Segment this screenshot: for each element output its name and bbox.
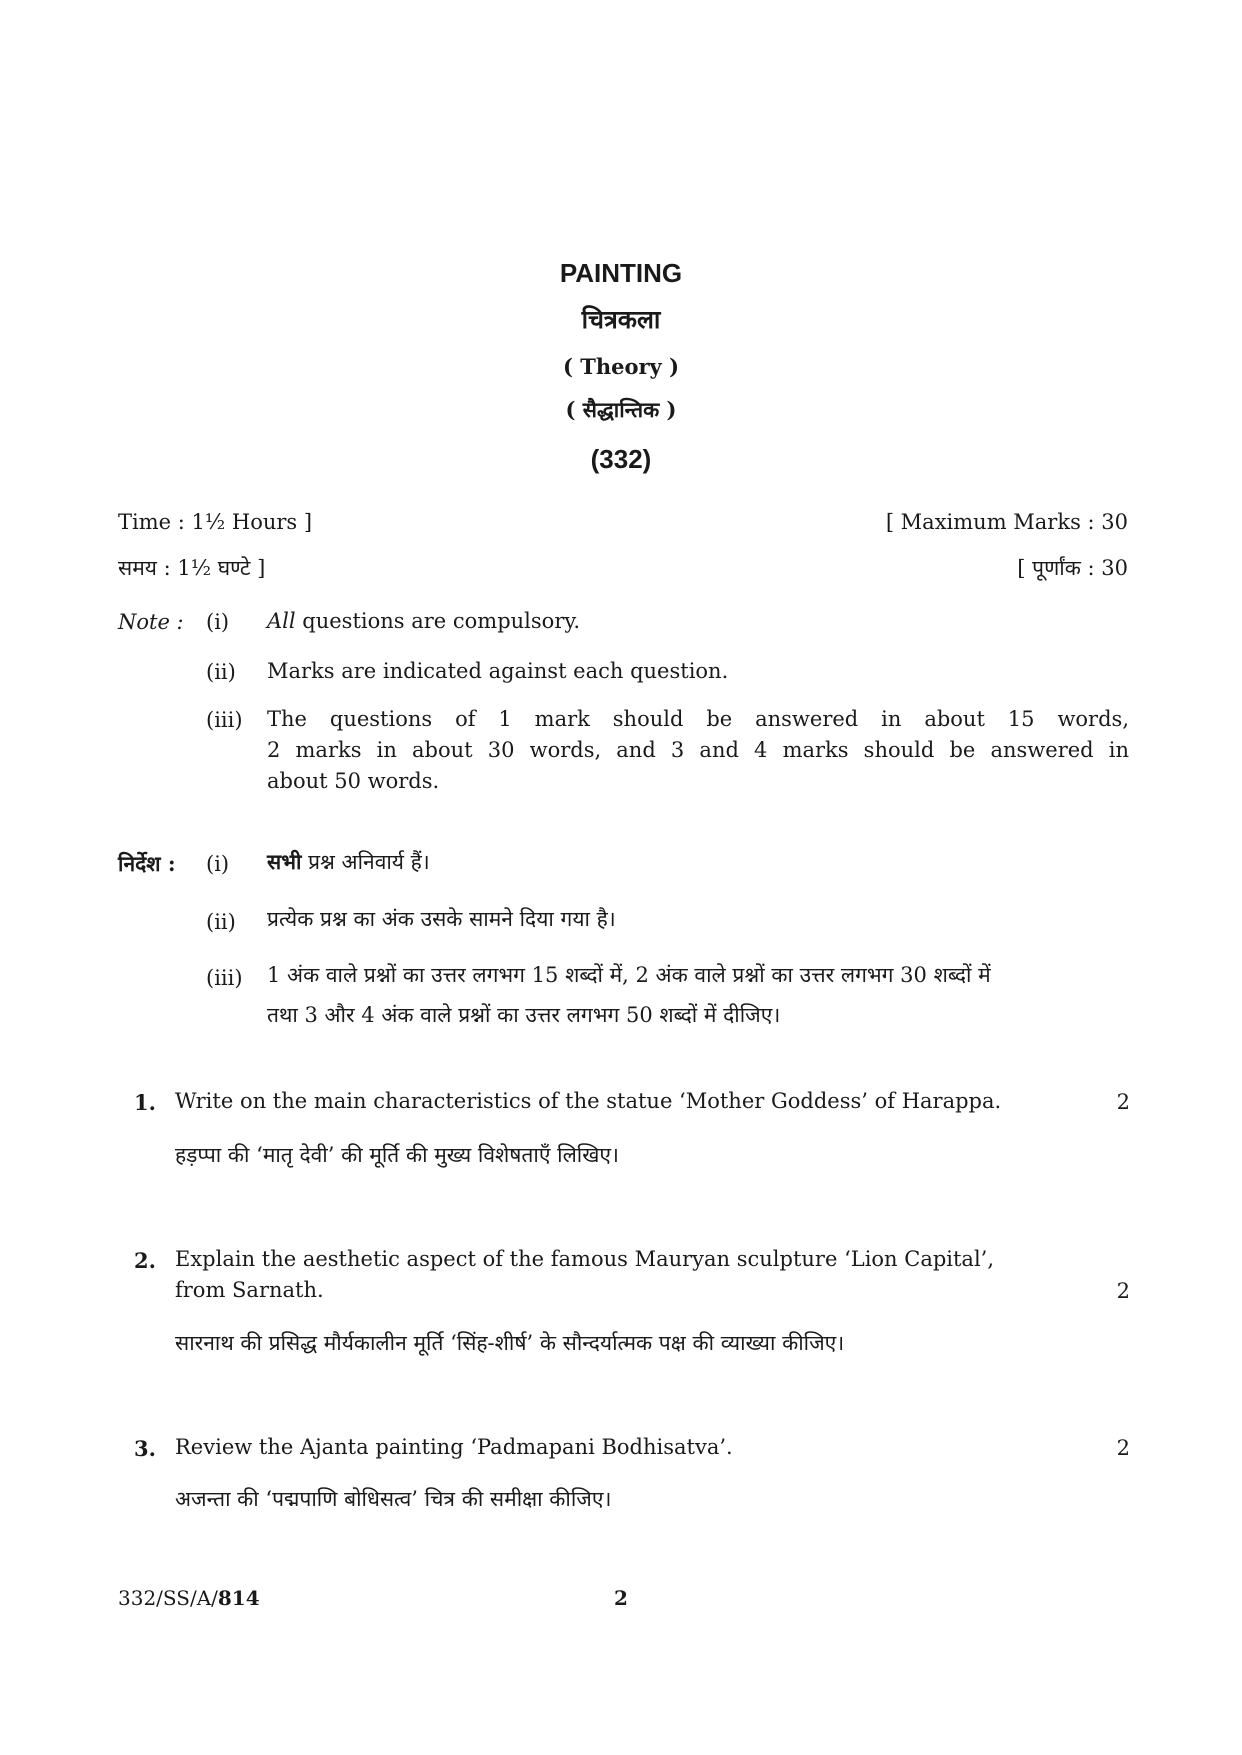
note-number: (ii) [206,910,236,934]
question-number: 3. [134,1436,156,1461]
note-item-line: The questions of 1 mark should be answered in about 15 words, [267,707,1129,731]
paper-code-number: 814 [217,1586,260,1610]
note-text: questions are compulsory. [295,609,581,633]
question-text: Review the Ajanta painting ‘Padmapani Bodhisatva’. [175,1435,733,1459]
question-text-hindi: अजन्ता की ‘पद्मपाणि बोधिसत्व’ चित्र की समीक्षा कीजिए। [175,1487,612,1511]
note-emphasis: सभी [267,849,302,874]
question-marks: 2 [1116,1090,1130,1114]
subject-code: (332) [590,444,652,474]
question-text-hindi: सारनाथ की प्रसिद्ध मौर्यकालीन मूर्ति ‘सिंह-शीर्ष’ के सौन्दर्यात्मक पक्ष की व्याख्या कीजिए। [175,1331,845,1355]
maximum-marks-hindi: [ पूर्णांक : 30 [1017,556,1128,580]
paper-code-prefix: 332/SS/A/ [118,1586,218,1610]
note-number: (ii) [206,660,236,684]
question-number: 1. [134,1090,156,1115]
note-emphasis: All [267,609,296,633]
note-item [267,606,1129,637]
note-item-line: तथा 3 और 4 अंक वाले प्रश्नों का उत्तर लगभग 50 शब्दों में दीजिए। [267,1003,781,1027]
paper-type: ( Theory ) [562,354,680,379]
question-text-hindi: हड़प्पा की ‘मातृ देवी’ की मूर्ति की मुख्य विशेषताएँ लिखिए। [175,1143,619,1167]
question-marks: 2 [1116,1279,1130,1303]
note-number: (i) [206,852,230,876]
note-item-hindi: प्रत्येक प्रश्न का अंक उसके सामने दिया गया है। [267,907,616,931]
note-label-hindi: निर्देश : [118,851,176,876]
subject-title-hindi: चित्रकला [581,305,661,334]
note-text: प्रश्न अनिवार्य हैं। [301,850,430,874]
question-number: 2. [134,1248,156,1273]
note-item-line: about 50 words. [267,769,440,793]
time-allowed: Time : 1½ Hours ] [118,510,313,534]
question-text: Explain the aesthetic aspect of the famous Mauryan sculpture ‘Lion Capital’, [175,1247,995,1271]
question-text: Write on the main characteristics of the statue ‘Mother Goddess’ of Harappa. [175,1089,1002,1113]
note-number: (i) [206,610,230,634]
note-item-line: 1 अंक वाले प्रश्नों का उत्तर लगभग 15 शब्दों में, 2 अंक वाले प्रश्नों का उत्तर लगभग 30 शब्दों में [267,963,991,987]
note-item: Marks are indicated against each question. [267,659,729,683]
question-marks: 2 [1116,1436,1130,1460]
question-text: from Sarnath. [175,1278,324,1302]
page-number: 2 [614,1586,628,1610]
note-item-line: 2 marks in about 30 words, and 3 and 4 marks should be answered in [267,738,1129,762]
note-label: Note : [118,610,184,634]
time-allowed-hindi: समय : 1½ घण्टे ] [118,556,266,580]
maximum-marks: [ Maximum Marks : 30 [885,510,1128,534]
note-number: (iii) [206,966,243,990]
subject-title: PAINTING [559,258,683,288]
note-item-hindi [267,846,1129,878]
paper-type-hindi: ( सैद्धान्तिक ) [565,397,677,422]
note-number: (iii) [206,708,243,732]
